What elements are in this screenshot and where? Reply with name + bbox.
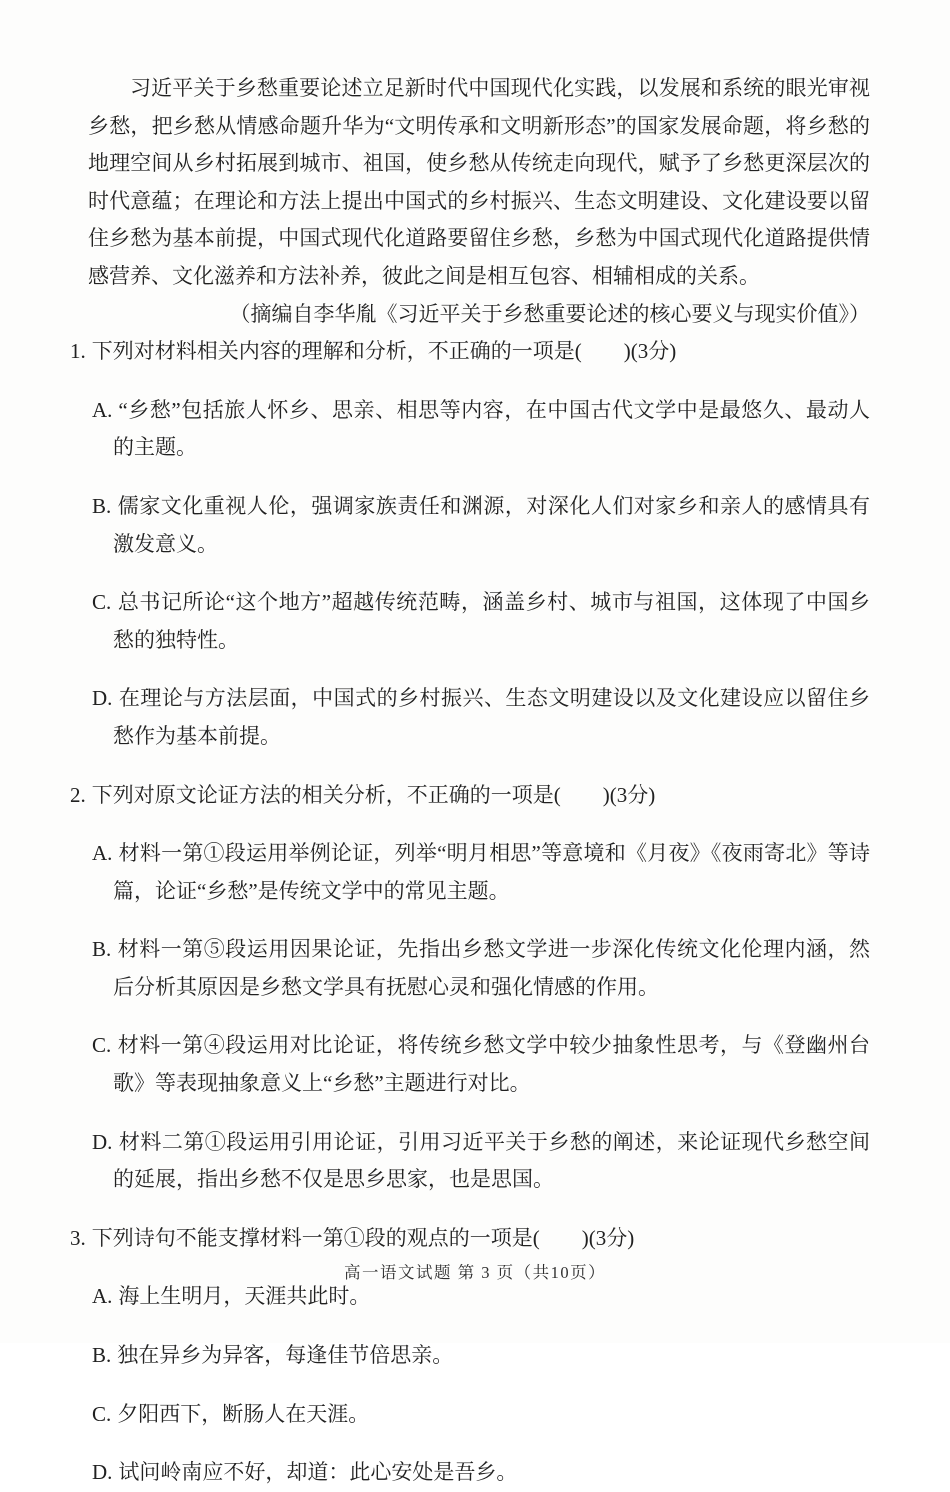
question-3-option-b: [92, 1337, 870, 1375]
question-3: [70, 1220, 870, 1492]
question-3-stem: [70, 1220, 870, 1258]
option-label: B.: [92, 1343, 112, 1368]
option-text: 试问岭南应不好，却道：此心安处是吾乡。: [118, 1460, 518, 1485]
material-paragraph: 习近平关于乡愁重要论述立足新时代中国现代化实践，以发展和系统的眼光审视乡愁，把乡愁从情感命题升华为“文明传承和文明新形态”的国家发展命题，将乡愁的地理空间从乡村拓展到城市、祖国，使乡愁从传统走向现代，赋予了乡愁更深层次的时代意蕴；在理论和方法上提出中国式的乡村振兴、生态文明建设、文化建设要以留住乡愁为基本前提，中国式现代化道路要留住乡愁，乡愁为中国式现代化道路提供情感营养、文化滋养和方法补养，彼此之间是相互包容、相辅相成的关系。: [88, 76, 870, 288]
question-2-option-d: [92, 1124, 870, 1199]
question-2-option-b: [92, 931, 870, 1006]
option-text: 夕阳西下，断肠人在天涯。: [117, 1401, 370, 1426]
option-label: A.: [92, 841, 113, 866]
question-1-option-a: [92, 392, 870, 467]
question-2: [70, 777, 870, 1199]
question-3-number: 3.: [70, 1225, 86, 1250]
option-label: C.: [92, 1401, 112, 1426]
option-text: 海上生明月，天涯共此时。: [118, 1284, 371, 1309]
question-1-option-c: [92, 584, 870, 659]
option-text: 材料一第⑤段运用因果论证，先指出乡愁文学进一步深化传统文化伦理内涵，然后分析其原因是乡愁文学具有抚慰心灵和强化情感的作用。: [113, 937, 870, 999]
option-text: 总书记所论“这个地方”超越传统范畴，涵盖乡村、城市与祖国，这体现了中国乡愁的独特性。: [113, 590, 870, 652]
question-3-stem-text: 下列诗句不能支撑材料一第①段的观点的一项是( )(3分): [91, 1225, 635, 1250]
option-label: D.: [92, 1129, 113, 1154]
question-1: [70, 333, 870, 755]
option-text: 独在异乡为异客，每逢佳节倍思亲。: [117, 1343, 454, 1368]
question-3-option-c: [92, 1396, 870, 1434]
material-attribution: （摘编自李华胤《习近平关于乡愁重要论述的核心要义与现实价值》）: [229, 301, 870, 326]
option-label: B.: [92, 937, 112, 962]
question-2-number: 2.: [70, 782, 86, 807]
page-footer: 高一语文试题 第 3 页（共10页）: [343, 1263, 607, 1282]
option-label: D.: [92, 686, 113, 711]
question-2-stem-text: 下列对原文论证方法的相关分析，不正确的一项是( )(3分): [91, 782, 656, 807]
option-label: A.: [92, 397, 113, 422]
option-text: 材料一第④段运用对比论证，将传统乡愁文学中较少抽象性思考，与《登幽州台歌》等表现抽象意义上“乡愁”主题进行对比。: [113, 1033, 870, 1096]
option-text: 材料一第①段运用举例论证，列举“明月相思”等意境和《月夜》《夜雨寄北》等诗篇，论证“乡愁”是传统文学中的常见主题。: [113, 841, 870, 903]
question-2-stem: [70, 777, 870, 815]
option-label: C.: [92, 1033, 112, 1058]
option-label: B.: [92, 493, 112, 518]
question-3-option-d: [92, 1454, 870, 1492]
question-1-number: 1.: [70, 339, 86, 364]
question-3-option-a: [92, 1278, 870, 1316]
question-2-option-a: [92, 835, 870, 910]
question-1-stem-text: 下列对材料相关内容的理解和分析，不正确的一项是( )(3分): [91, 339, 677, 364]
question-1-option-d: [92, 680, 870, 755]
option-text: 材料二第①段运用引用论证，引用习近平关于乡愁的阐述，来论证现代乡愁空间的延展，指出乡愁不仅是思乡思家，也是思国。: [113, 1129, 870, 1192]
question-1-option-b: [92, 488, 870, 563]
option-text: 在理论与方法层面，中国式的乡村振兴、生态文明建设以及文化建设应以留住乡愁作为基本前提。: [113, 686, 870, 748]
question-1-stem: [70, 333, 870, 371]
option-label: C.: [92, 590, 112, 615]
option-label: A.: [92, 1284, 113, 1309]
question-2-option-c: [92, 1027, 870, 1102]
option-text: “乡愁”包括旅人怀乡、思亲、相思等内容，在中国古代文学中是最悠久、最动人的主题。: [113, 397, 870, 460]
option-label: D.: [92, 1460, 113, 1485]
option-text: 儒家文化重视人伦，强调家族责任和渊源，对深化人们对家乡和亲人的感情具有激发意义。: [113, 493, 870, 556]
